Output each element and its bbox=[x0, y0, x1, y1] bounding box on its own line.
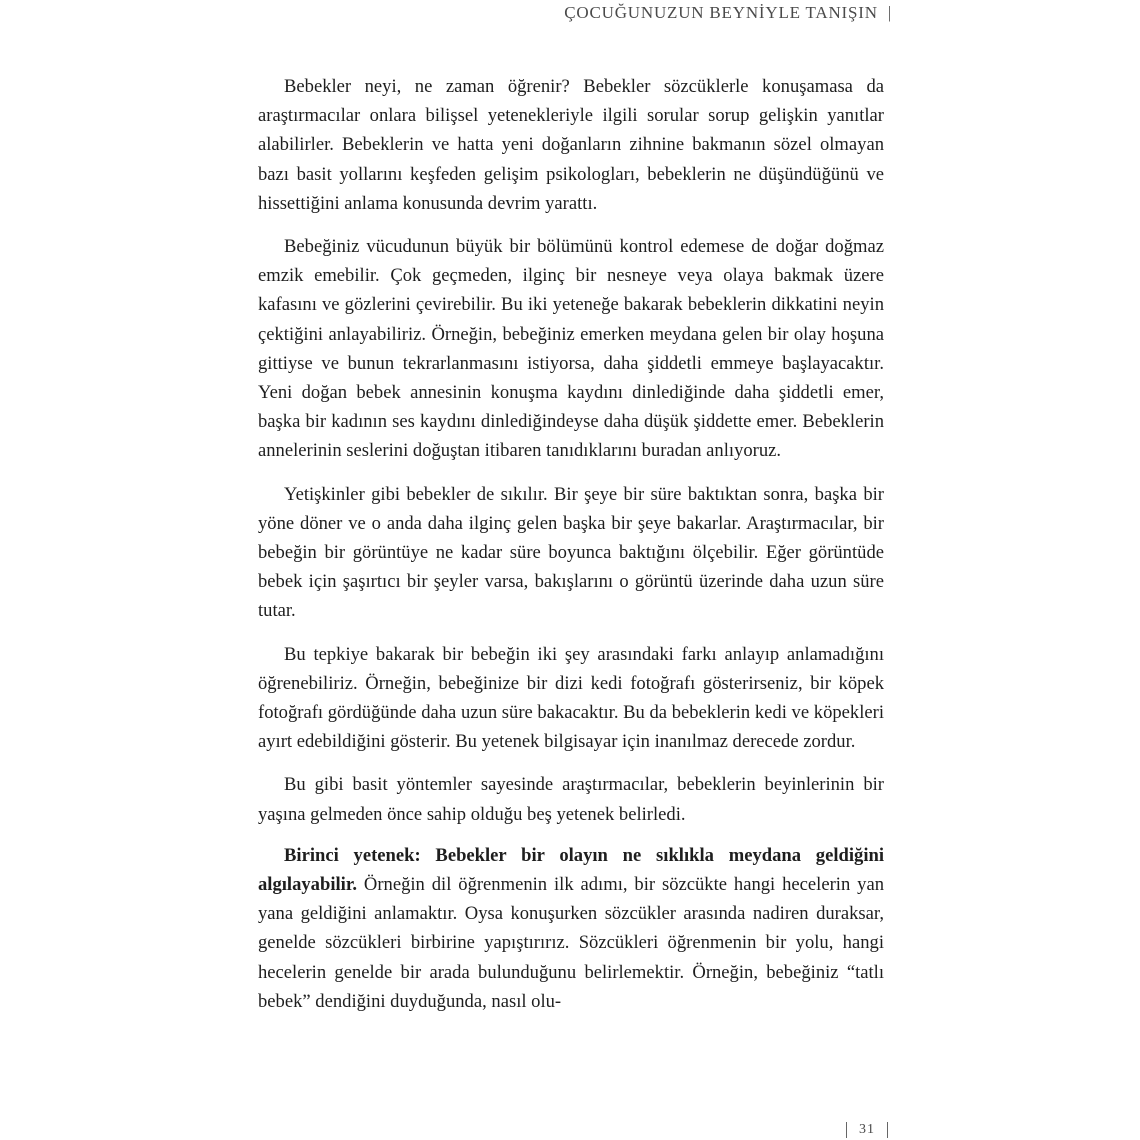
folio-rule-left bbox=[846, 1122, 847, 1138]
paragraph: Bu tepkiye bakarak bir bebeğin iki şey arasındaki farkı anlayıp anlamadığını öğrenebiliriz. Örneğin, bebeğinize bir dizi kedi fotoğrafı gösterirseniz, bir köpek fotoğrafı gördüğünde daha uzun süre bakacaktır. Bu da bebeklerin kedi ve köpekleri ayırt edebildiğini gösterir. Bu yetenek bilgisayar için inanılmaz derecede zordur. bbox=[258, 643, 884, 753]
header-rule: | bbox=[887, 3, 892, 22]
paragraph: Bebekler neyi, ne zaman öğrenir? Bebekler sözcüklerle konuşamasa da araştırmacılar onlara bilişsel yetenekleriyle ilgili sorular sorup gelişkin yanıtlar alabilirler. Bebeklerin ve hatta yeni doğanların zihnine bakmanın sözel olmayan bazı basit yollarını keşfeden gelişim psikologları, bebeklerin ne düşündüğünü ve hissettiğini anlama konusunda devrim yarattı. bbox=[258, 76, 884, 214]
body-text bbox=[258, 72, 884, 1030]
ability-text: Örneğin dil öğrenmenin ilk adımı, bir sözcükte hangi hecelerin yan yana geldiğini anlamaktır. Oysa konuşurken sözcükler arasında nadiren duraksar, genelde sözcükleri birbirine yapıştırırız. Sözcükleri öğrenmenin bir yolu, hangi hecelerin genelde bir arada bulunduğunu belirlemektir. Örneğin, bebeğiniz “tatlı bebek” dendiğini duyduğunda, nasıl olu- bbox=[258, 874, 884, 1012]
page-number: 31 bbox=[859, 1122, 875, 1138]
paragraph: Yetişkinler gibi bebekler de sıkılır. Bir şeye bir süre baktıktan sonra, başka bir yöne döner ve o anda daha ilginç gelen başka bir şeye bakarlar. Araştırmacılar, bir bebeğin bir görüntüye ne kadar süre boyunca baktığını ölçebilir. Eğer görüntüde bebek için şaşırtıcı bir şeyler varsa, bakışlarını o görüntü üzerinde daha uzun süre tutar. bbox=[258, 483, 884, 622]
page-folio bbox=[834, 1122, 900, 1138]
paragraph-first-ability bbox=[258, 841, 884, 1016]
paragraph: Bu gibi basit yöntemler sayesinde araştırmacılar, bebeklerin beyinlerinin bir yaşına gelmeden önce sahip olduğu beş yetenek belirledi. bbox=[258, 774, 884, 825]
running-header bbox=[520, 3, 892, 23]
ability-heading: Birinci yetenek: Bebekler bir olayın ne sıklıkla meydana geldiğini algılayabilir. bbox=[258, 844, 884, 896]
folio-rule-right bbox=[887, 1122, 888, 1138]
paragraph: Bebeğiniz vücudunun büyük bir bölümünü kontrol edemese de doğar doğmaz emzik emebilir. Çok geçmeden, ilginç bir nesneye veya olaya bakmak üzere kafasını ve gözlerini çevirebilir. Bu iki yeteneğe bakarak bebeklerin dikkatini neyin çektiğini anlayabiliriz. Örneğin, bebeğiniz emerken meydana gelen bir olay hoşuna gittiyse ve bunun tekrarlanmasını istiyorsa, daha şiddetli emmeye başlayacaktır. Yeni doğan bebek annesinin konuşma kaydını dinlediğinde daha şiddetli emer, başka bir kadının ses kaydını dinlediğindeyse daha düşük şiddette emer. Bebeklerin annelerinin seslerini doğuştan itibaren tanıdıklarını buradan anlıyoruz. bbox=[258, 236, 884, 462]
running-title: ÇOCUĞUNUZUN BEYNİYLE TANIŞIN bbox=[564, 3, 878, 22]
